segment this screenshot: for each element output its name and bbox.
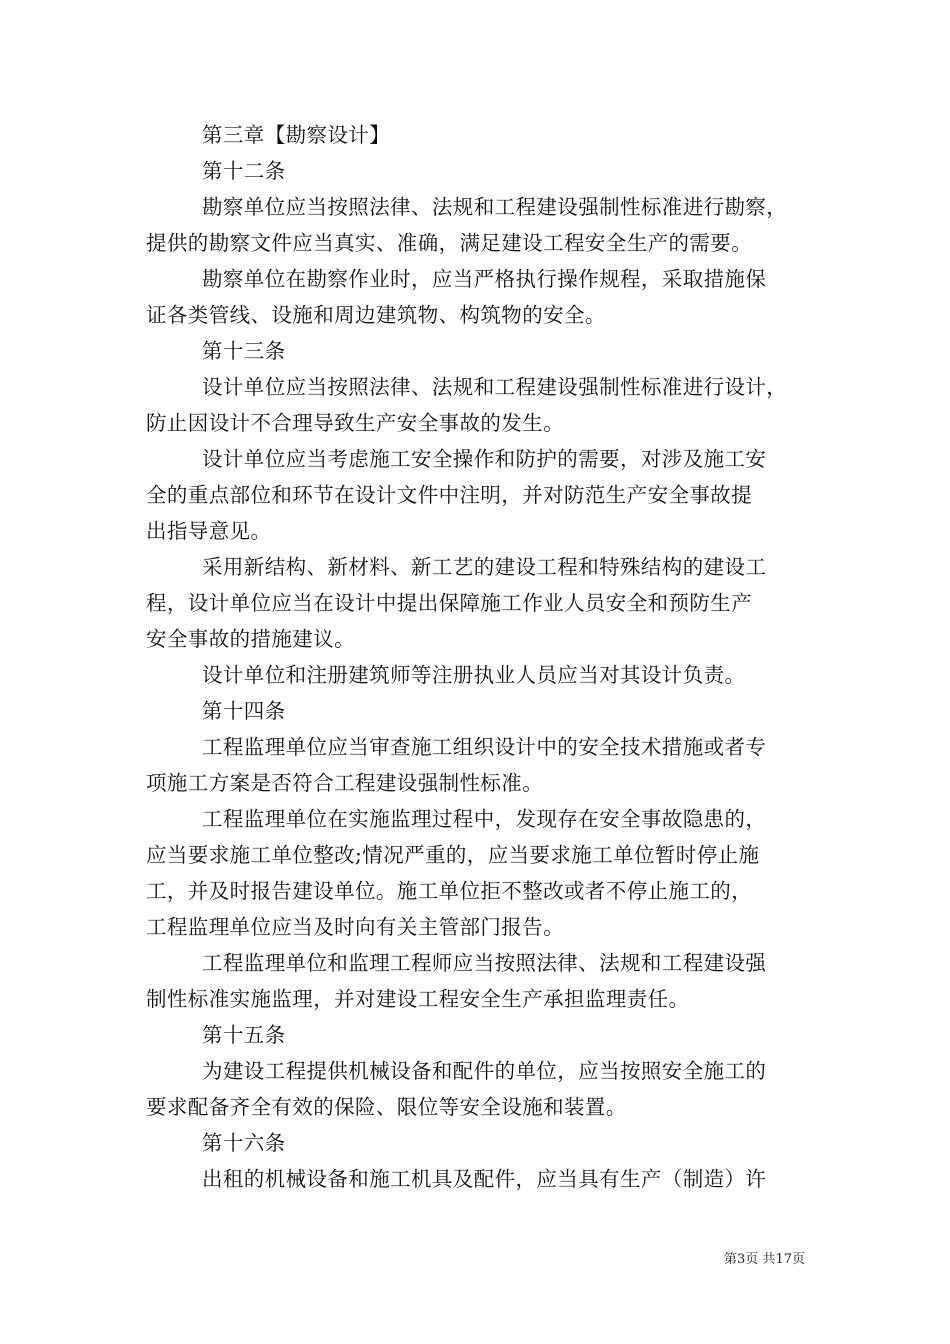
paragraph-line: 全的重点部位和环节在设计文件中注明，并对防范生产安全事故提 [146, 483, 753, 507]
paragraph-line: 勘察单位在勘察作业时，应当严格执行操作规程，采取措施保 [202, 267, 767, 291]
paragraph-line: 应当要求施工单位整改;情况严重的，应当要求施工单位暂时停止施 [146, 843, 760, 867]
chapter-heading: 第三章【勘察设计】 [202, 123, 391, 147]
paragraph-line: 设计单位应当考虑施工安全操作和防护的需要，对涉及施工安 [202, 447, 767, 471]
article-12-title: 第十二条 [202, 159, 286, 183]
paragraph-line: 设计单位和注册建筑师等注册执业人员应当对其设计负责。 [202, 663, 746, 687]
article-15-title: 第十五条 [202, 1023, 286, 1047]
paragraph-line: 要求配备齐全有效的保险、限位等安全设施和装置。 [146, 1095, 627, 1119]
paragraph-line: 防止因设计不合理导致生产安全事故的发生。 [146, 411, 564, 435]
paragraph-line: 证各类管线、设施和周边建筑物、构筑物的安全。 [146, 303, 606, 327]
document-body [146, 117, 810, 1197]
paragraph-line: 工程监理单位应当审查施工组织设计中的安全技术措施或者专 [202, 735, 767, 759]
footer-prefix: 第 [724, 1252, 738, 1267]
paragraph-line: 安全事故的措施建议。 [146, 627, 355, 651]
paragraph-line: 设计单位应当按照法律、法规和工程建设强制性标准进行设计， [202, 375, 788, 399]
footer-middle: 页 共 [745, 1252, 776, 1267]
footer-suffix: 页 [791, 1252, 805, 1267]
article-14-title: 第十四条 [202, 699, 286, 723]
paragraph-line: 采用新结构、新材料、新工艺的建设工程和特殊结构的建设工 [202, 555, 767, 579]
paragraph-line: 工程监理单位应当及时向有关主管部门报告。 [146, 915, 564, 939]
current-page-number: 3 [737, 1252, 746, 1267]
paragraph-line: 提供的勘察文件应当真实、准确，满足建设工程安全生产的需要。 [146, 231, 753, 255]
paragraph-line: 为建设工程提供机械设备和配件的单位，应当按照安全施工的 [202, 1059, 767, 1083]
paragraph-line: 制性标准实施监理，并对建设工程安全生产承担监理责任。 [146, 987, 690, 1011]
paragraph-line: 勘察单位应当按照法律、法规和工程建设强制性标准进行勘察， [202, 195, 788, 219]
paragraph-line: 工，并及时报告建设单位。施工单位拒不整改或者不停止施工的， [146, 879, 753, 903]
paragraph-line: 工程监理单位和监理工程师应当按照法律、法规和工程建设强 [202, 951, 767, 975]
article-16-title: 第十六条 [202, 1131, 286, 1155]
paragraph-line: 出指导意见。 [146, 519, 272, 543]
article-13-title: 第十三条 [202, 339, 286, 363]
paragraph-line: 项施工方案是否符合工程建设强制性标准。 [146, 771, 544, 795]
paragraph-line: 工程监理单位在实施监理过程中，发现存在安全事故隐患的， [202, 807, 767, 831]
page-number-footer [0, 1248, 805, 1267]
paragraph-line: 出租的机械设备和施工机具及配件，应当具有生产（制造）许 [202, 1167, 767, 1191]
total-pages-number: 17 [775, 1252, 792, 1267]
paragraph-line: 程，设计单位应当在设计中提出保障施工作业人员安全和预防生产 [146, 591, 753, 615]
